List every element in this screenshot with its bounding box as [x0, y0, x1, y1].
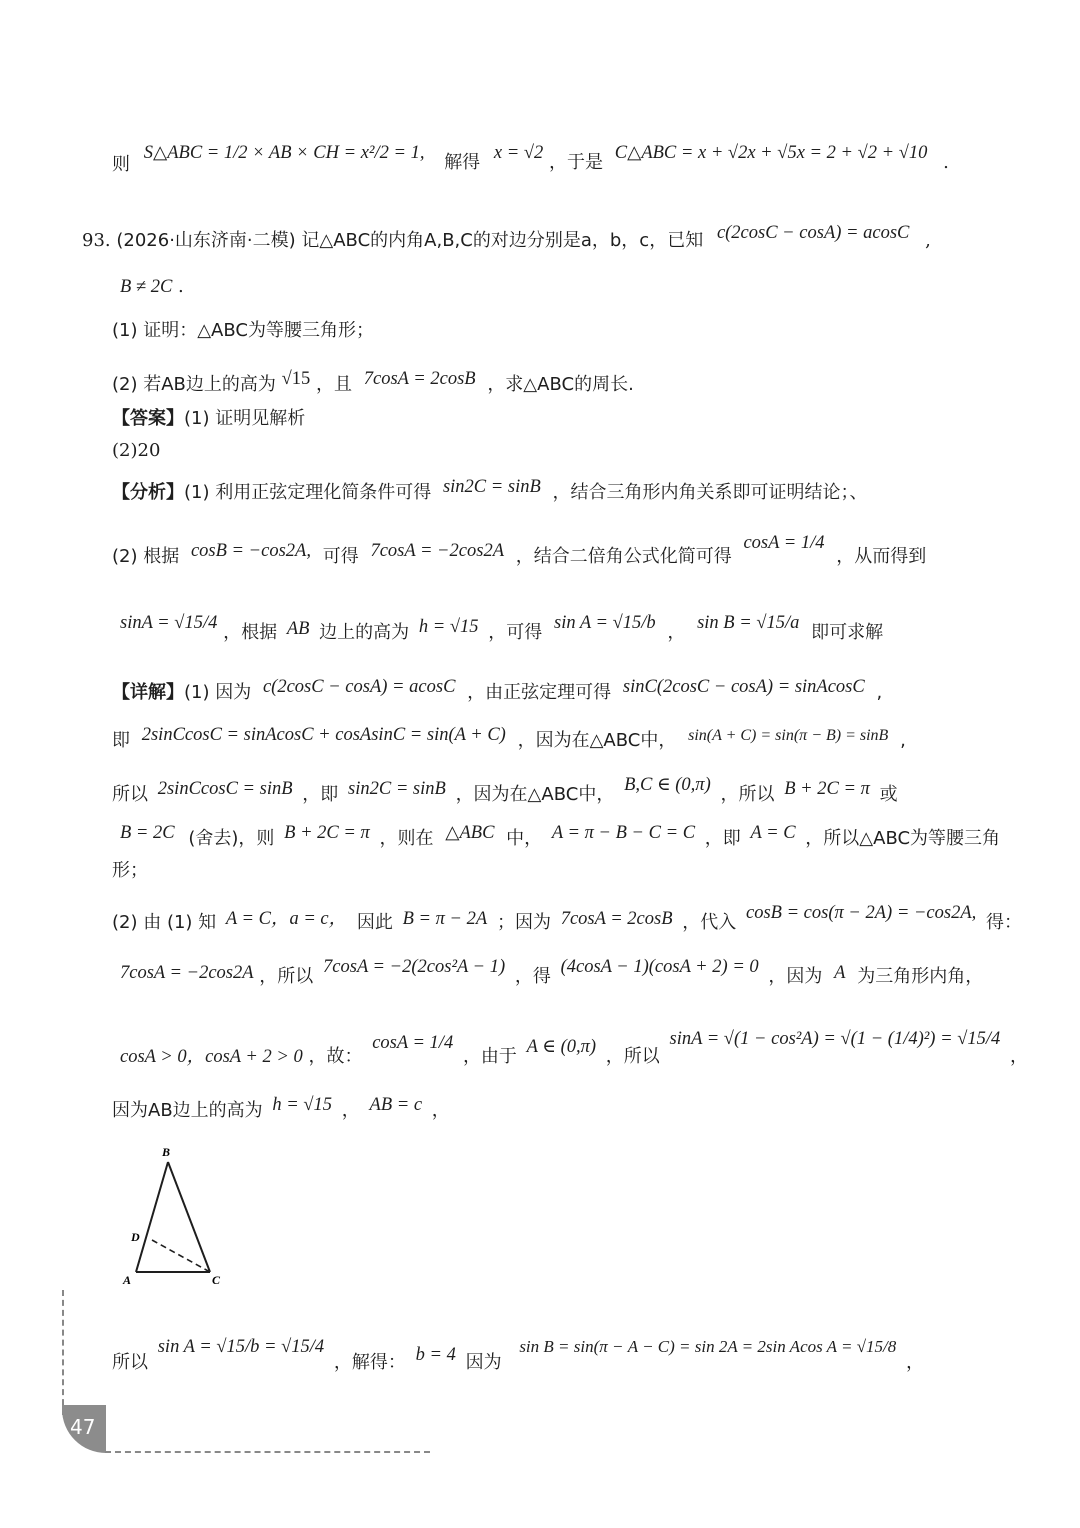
detail-p2-2c: ，因为 — [768, 966, 823, 987]
problem-number: 93. — [82, 230, 111, 251]
problem-condition2: B ≠ 2C — [120, 277, 173, 297]
detail-p2-4b: ， — [341, 1100, 360, 1121]
detail-p2-line-2 — [120, 957, 984, 990]
detail-4-eq: B = 2C — [120, 823, 175, 843]
analysis-1b: ，结合三角形内角关系即可证明结论；、 — [552, 482, 868, 503]
detail-p2-4a: 因为AB边上的高为 — [112, 1100, 263, 1121]
problem-part2 — [112, 369, 634, 398]
detail-line-1: 【详解】(1) 因为 c(2cosC − cosA) = acosC ，由正弦定理可得 sinC(2cosC − cosA) = sinAcosC , — [112, 677, 883, 703]
detail-p2-1-eq4: cosB = cos(π − 2A) = −cos2A, — [745, 903, 977, 923]
continuation-line — [112, 140, 949, 175]
detail-p2-1b: 因此 — [356, 912, 393, 933]
analysis-3-eq3: sin B = √15/a — [697, 613, 800, 633]
analysis-3-h: h = √15 — [418, 617, 479, 637]
detail-4-eq2: B + 2C = π — [284, 823, 370, 843]
label-B: B — [162, 1145, 171, 1159]
detail-p2-5a: 所以 — [112, 1352, 148, 1373]
analysis-3d: 即可求解 — [811, 622, 884, 643]
detail-4e: ，所以△ABC为等腰三角 — [805, 828, 1001, 849]
detail-p2-1-eq: A = C，a = c， — [225, 909, 348, 929]
label-C: C — [212, 1273, 221, 1285]
analysis-2b: 可得 — [322, 546, 359, 567]
part2-text-b: ，且 — [316, 374, 353, 395]
detail-line-5: 形； — [112, 860, 148, 881]
detail-p2-1-eq2: B = π − 2A — [402, 909, 488, 929]
x-value: x = √2 — [493, 143, 544, 163]
detail-p2-5c: 因为 — [465, 1352, 502, 1373]
perimeter-expression: C△ABC = x + √2x + √5x = 2 + √2 + √10 — [614, 143, 928, 163]
detail-4-eq3: A = π − B − C = C — [551, 823, 696, 843]
analysis-line-3: sinA = √15/4 ，根据 AB 边上的高为 h = √15 ，可得 sin A = √15/b ， sin B = √15/a 即可求解 — [120, 613, 884, 643]
detail-p2-1c: ；因为 — [496, 912, 551, 933]
detail-3c: ，因为在△ABC中， — [455, 784, 615, 805]
detail-label: 【详解】 — [112, 682, 184, 703]
detail-p2-1e: 得： — [986, 912, 1023, 933]
detail-2-eq2: sin(A + C) = sin(π − B) = sinB — [688, 727, 889, 744]
detail-p2-3-eq4: sinA = √(1 − cos²A) = √(1 − (1/4)²) = √15/4 — [669, 1029, 1001, 1049]
analysis-2d: ，从而得到 — [836, 546, 927, 567]
part2-text-c: ，求△ABC的周长. — [487, 374, 634, 395]
detail-3d: ，所以 — [720, 784, 775, 805]
analysis-3-eq2: sin A = √15/b — [554, 613, 656, 633]
detail-p2-3-eq3: A ∈ (0,π) — [526, 1037, 597, 1057]
detail-p2-5-eq2: b = 4 — [415, 1345, 456, 1365]
detail-4-tri: △ABC — [445, 823, 495, 843]
altitude-CD — [152, 1240, 210, 1272]
detail-4a: (舍去)，则 — [188, 828, 275, 849]
period: . — [943, 152, 949, 173]
problem-stem-text: 记△ABC的内角A,B,C的对边分别是a，b，c，已知 — [301, 230, 704, 251]
problem-part1: (1) 证明：△ABC为等腰三角形； — [112, 320, 374, 341]
detail-p2-4-eq: h = √15 — [272, 1095, 333, 1115]
detail-2b: ，因为在△ABC中， — [517, 730, 677, 751]
label-A: A — [123, 1273, 132, 1285]
detail-4-eq4: A = C — [750, 823, 796, 843]
analysis-3-ab: AB — [286, 619, 310, 639]
detail-p2-4-eq2: AB = c — [369, 1095, 423, 1115]
detail-line-3 — [112, 775, 898, 808]
detail-p2-5-eq3: sin B = sin(π − A − C) = sin 2A = 2sin Acos A = √15/8 — [519, 1337, 897, 1356]
problem-stem: 93. (2026·山东济南·二模) 记△ABC的内角A,B,C的对边分别是a，b，c，已知 c(2cosC − cosA) = acosC , — [82, 223, 931, 251]
analysis-line-1 — [112, 477, 868, 506]
analysis-2c: ，结合二倍角公式化简可得 — [515, 546, 732, 567]
analysis-2a: (2) 根据 — [112, 546, 180, 567]
detail-p2-3b: ，由于 — [462, 1046, 517, 1067]
detail-line-2: 即 2sinCcosC = sinAcosC + cosAsinC = sin(A + C) ，因为在△ABC中， sin(A + C) = sin(π − B) = sinB , — [112, 725, 906, 751]
detail-p2-4c: ， — [431, 1100, 450, 1121]
analysis-2-eq1: cosB = −cos2A, — [190, 541, 311, 561]
detail-3a: 所以 — [112, 784, 148, 805]
side-BC — [168, 1162, 210, 1272]
detail-p2-2-A: A — [834, 963, 846, 983]
detail-3e: 或 — [879, 784, 898, 805]
detail-p2-1a: (2) 由 (1) 知 — [112, 912, 217, 933]
analysis-label: 【分析】 — [112, 482, 184, 503]
solve-label: 解得 — [444, 152, 481, 173]
analysis-2-eq3: cosA = 1/4 — [743, 533, 825, 553]
detail-p2-line-3 — [120, 1029, 1028, 1070]
detail-3-eq: 2sinCcosC = sinB — [157, 779, 293, 799]
detail-p2-5-eq: sin A = √15/b = √15/4 — [157, 1337, 325, 1357]
detail-3-eq2: sin2C = sinB — [348, 779, 446, 799]
page-number: 47 — [70, 1415, 96, 1439]
problem-condition: c(2cosC − cosA) = acosC — [716, 223, 910, 243]
detail-1-eq: c(2cosC − cosA) = acosC — [262, 677, 456, 697]
detail-p2-2a: ，所以 — [259, 966, 314, 987]
detail-p2-3-eq: cosA > 0，cosA + 2 > 0 — [120, 1047, 303, 1067]
area-expression: S△ABC = 1/2 × AB × CH = x²/2 = 1, — [143, 143, 425, 163]
part2-text-a: (2) 若AB边上的高为 — [112, 374, 276, 395]
detail-4c: 中， — [506, 828, 543, 849]
detail-3b: ，即 — [302, 784, 339, 805]
part2-equation: 7cosA = 2cosB — [363, 369, 476, 389]
analysis-line-2 — [112, 533, 927, 570]
yushi-word: ，于是 — [549, 152, 604, 173]
detail-p2-5b: ，解得： — [333, 1352, 406, 1373]
analysis-1-eq: sin2C = sinB — [442, 477, 541, 497]
detail-p2-5d: ， — [906, 1352, 925, 1373]
detail-p2-3-eq2: cosA = 1/4 — [372, 1033, 454, 1053]
detail-p2-2-eq2: 7cosA = −2(2cos²A − 1) — [323, 957, 506, 977]
detail-p2-2d: 为三角形内角， — [857, 966, 984, 987]
answer-1: (1) 证明见解析 — [184, 408, 306, 429]
analysis-1a: (1) 利用正弦定理化简条件可得 — [184, 482, 432, 503]
analysis-2-eq2: 7cosA = −2cos2A — [370, 541, 504, 561]
detail-3-eq4: B + 2C = π — [784, 779, 870, 799]
detail-4d: ，即 — [704, 828, 741, 849]
detail-2a: 即 — [112, 730, 130, 751]
ze-word: 则 — [112, 154, 130, 175]
analysis-3a: ，根据 — [223, 622, 278, 643]
analysis-3-eq1: sinA = √15/4 — [120, 613, 218, 633]
detail-1b: ，由正弦定理可得 — [467, 682, 612, 703]
label-D: D — [131, 1230, 140, 1244]
analysis-3c: ，可得 — [488, 622, 543, 643]
analysis-3b: 边上的高为 — [319, 622, 410, 643]
problem-condition2-line: B ≠ 2C . — [120, 276, 184, 297]
detail-p2-2-eq3: (4cosA − 1)(cosA + 2) = 0 — [560, 957, 759, 977]
detail-line-4 — [120, 823, 1001, 852]
detail-1-eq2: sinC(2cosC − cosA) = sinAcosC — [622, 677, 865, 697]
detail-p2-line-5 — [112, 1337, 925, 1376]
answer-line-1 — [112, 406, 305, 432]
answer-2: (2)20 — [112, 440, 161, 461]
detail-p2-3d: ， — [1009, 1046, 1028, 1067]
detail-p2-1-eq3: 7cosA = 2cosB — [560, 909, 673, 929]
side-AB — [136, 1162, 168, 1272]
detail-p2-line-4 — [112, 1095, 450, 1124]
detail-1a: (1) 因为 — [184, 682, 252, 703]
detail-p2-2-eq: 7cosA = −2cos2A — [120, 963, 254, 983]
detail-2-eq: 2sinCcosC = sinAcosC + cosAsinC = sin(A + C) — [141, 725, 506, 745]
triangle-figure — [120, 1140, 230, 1285]
detail-p2-2b: ，得 — [514, 966, 551, 987]
part2-height: √15 — [281, 369, 311, 389]
page-border-dashed-bottom — [105, 1451, 430, 1453]
page-border-dashed-left — [62, 1290, 64, 1415]
detail-p2-1d: ，代入 — [682, 912, 737, 933]
detail-3-eq3: B,C ∈ (0,π) — [624, 775, 711, 795]
detail-p2-line-1 — [112, 903, 1023, 936]
problem-source: (2026·山东济南·二模) — [116, 230, 296, 251]
answer-label: 【答案】 — [112, 408, 184, 429]
detail-p2-3a: ，故： — [308, 1046, 363, 1067]
detail-4b: ，则在 — [379, 828, 434, 849]
detail-p2-3c: ，所以 — [605, 1046, 660, 1067]
